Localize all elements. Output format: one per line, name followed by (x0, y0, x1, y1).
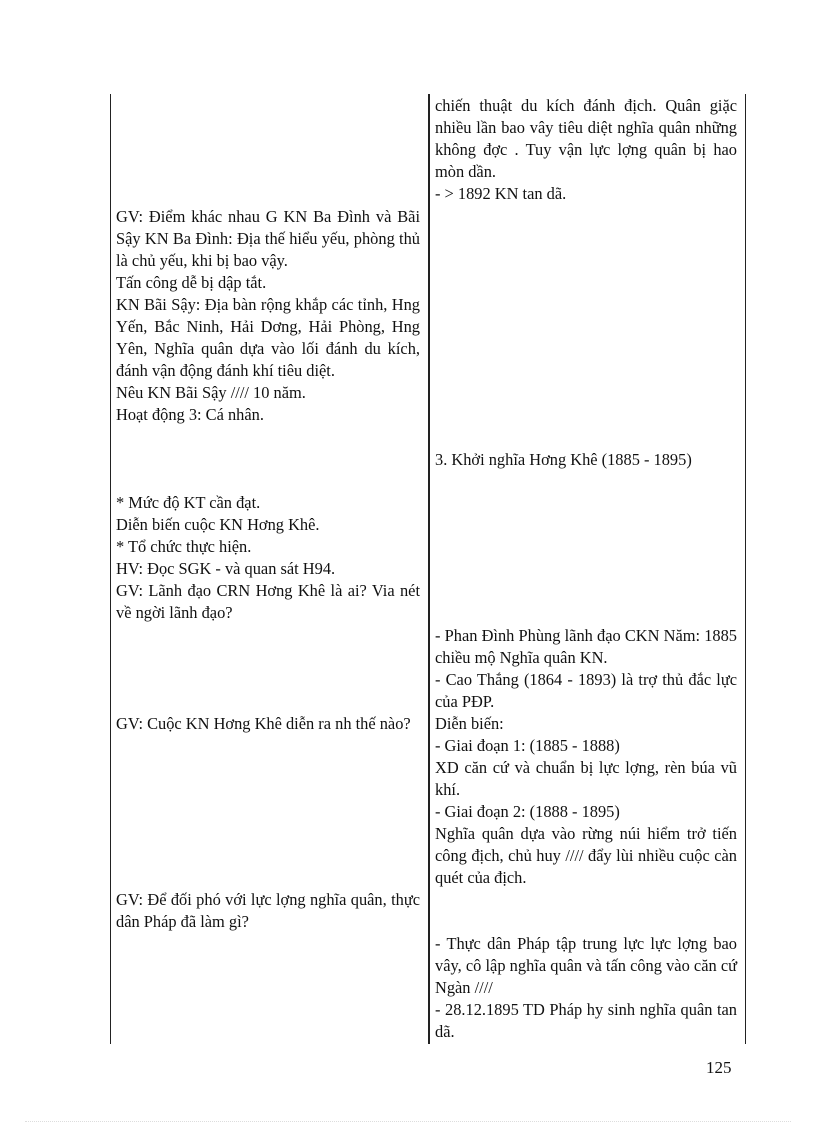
left-block-1 (116, 206, 420, 426)
paragraph: - Cao Thắng (1864 - 1893) là trợ thủ đắc lực của PĐP. (435, 670, 737, 711)
paragraph: - Phan Đình Phùng lãnh đạo CKN Năm: 1885 chiều mộ Nghĩa quân KN. (435, 626, 737, 667)
paragraph: KN Bãi Sậy: Địa bàn rộng khắp các tỉnh, Hng Yến, Bắc Ninh, Hải Dơng, Hải Phòng, Hng Yên, Nghĩa quân dựa vào lối đánh du kích, đánh vận động đánh khí tiêu diệt. (116, 295, 420, 380)
table-border-right (745, 94, 746, 1044)
paragraph: GV: Lãnh đạo CRN Hơng Khê là ai? Via nét về ngời lãnh đạo? (116, 581, 420, 622)
table-border-left (110, 94, 111, 1044)
right-block-1 (435, 95, 737, 205)
page-number: 125 (706, 1058, 732, 1077)
paragraph: - Giai đoạn 2: (1888 - 1895) (435, 802, 620, 821)
paragraph: * Tổ chức thực hiện. (116, 537, 252, 556)
section-heading: 3. Khởi nghĩa Hơng Khê (1885 - 1895) (435, 450, 692, 469)
paragraph: Hoạt động 3: Cá nhân. (116, 405, 264, 424)
paragraph: GV: Cuộc KN Hơng Khê diễn ra nh thế nào? (116, 714, 411, 733)
footer-divider (25, 1121, 791, 1122)
paragraph: Nêu KN Bãi Sậy //// 10 năm. (116, 383, 306, 402)
paragraph: - > 1892 KN tan dã. (435, 184, 567, 203)
paragraph: Diễn biến cuộc KN Hơng Khê. (116, 515, 320, 534)
paragraph: HV: Đọc SGK - và quan sát H94. (116, 559, 336, 578)
paragraph: * Mức độ KT cần đạt. (116, 493, 261, 512)
paragraph: Diễn biến: (435, 714, 504, 733)
paragraph: GV: Điểm khác nhau G KN Ba Đình và Bãi Sậy KN Ba Đình: Địa thế hiểu yếu, phòng thủ là chủ yếu, khi bị bao vậy. (116, 207, 420, 270)
left-block-2 (116, 492, 420, 624)
paragraph: Nghĩa quân dựa vào rừng núi hiểm trở tiến công địch, chủ huy //// đẩy lùi nhiều cuộc càn quét của địch. (435, 824, 737, 887)
paragraph: Tấn công dễ bị dập tắt. (116, 273, 267, 292)
paragraph: - Thực dân Pháp tập trung lực lực lợng bao vây, cô lập nghĩa quân và tấn công vào căn cứ Ngàn //// (435, 934, 737, 997)
paragraph: chiến thuật du kích đánh địch. Quân giặc nhiều lần bao vây tiêu diệt nghĩa quân những không đợc . Tuy vận lực lợng quân bị hao mòn dần. (435, 96, 737, 181)
paragraph: GV: Để đối phó với lực lợng nghĩa quân, thực dân Pháp đã làm gì? (116, 890, 420, 931)
table-divider (428, 94, 430, 1044)
right-block-2 (435, 449, 737, 471)
paragraph: XD căn cứ và chuẩn bị lực lợng, rèn búa vũ khí. (435, 758, 737, 799)
left-block-3 (116, 713, 420, 735)
right-block-4 (435, 933, 737, 1043)
right-block-3 (435, 625, 737, 889)
paragraph: - 28.12.1895 TD Pháp hy sinh nghĩa quân tan dã. (435, 1000, 737, 1041)
left-block-4 (116, 889, 420, 933)
paragraph: - Giai đoạn 1: (1885 - 1888) (435, 736, 620, 755)
